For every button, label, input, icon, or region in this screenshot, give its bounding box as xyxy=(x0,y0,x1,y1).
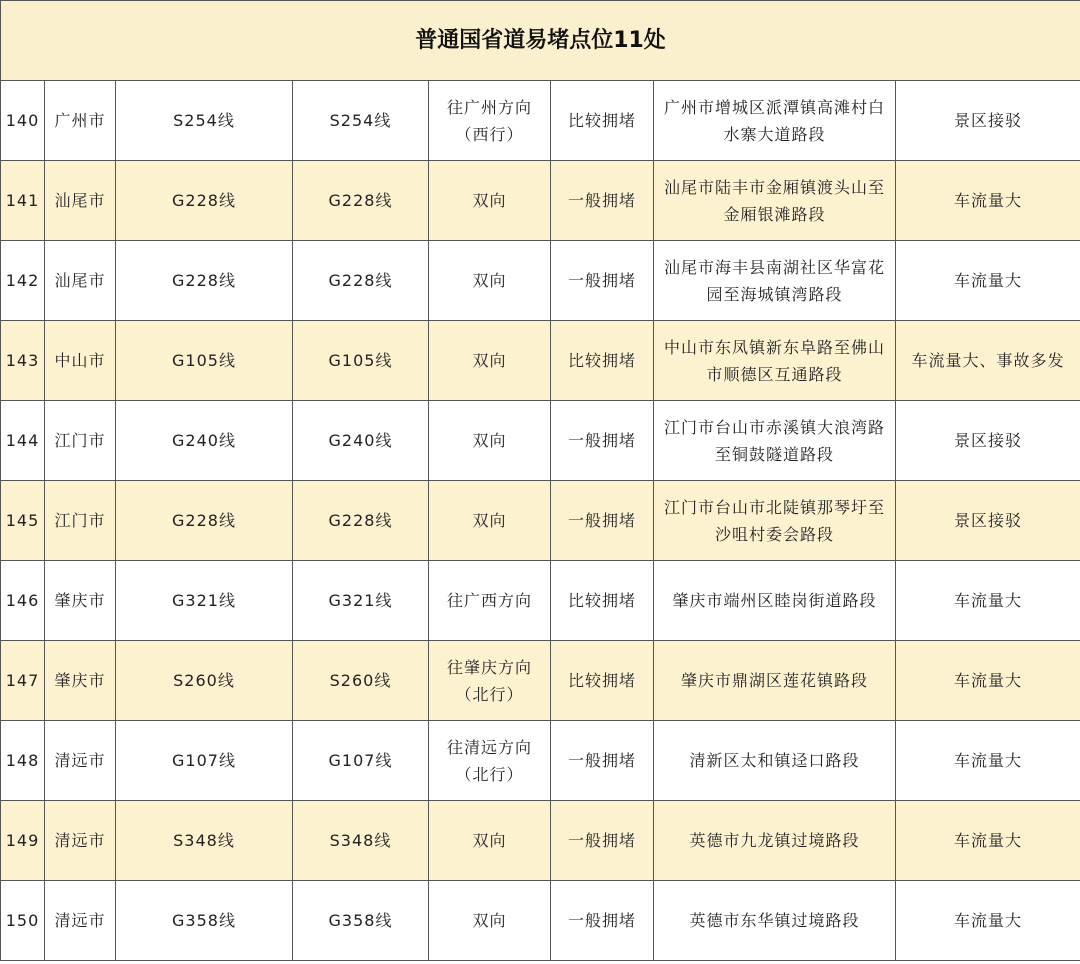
road-cell: G321线 xyxy=(293,561,429,641)
city-cell: 肇庆市 xyxy=(45,641,116,721)
city-cell: 汕尾市 xyxy=(45,241,116,321)
row-number: 146 xyxy=(1,561,45,641)
road-section-cell: 英德市东华镇过境路段 xyxy=(654,881,896,961)
reason-cell: 景区接驳 xyxy=(896,401,1080,481)
route-cell: G228线 xyxy=(116,161,293,241)
direction-cell: 往广西方向 xyxy=(429,561,551,641)
row-number: 149 xyxy=(1,801,45,881)
road-cell: G228线 xyxy=(293,241,429,321)
table-row xyxy=(1,561,1080,641)
road-section-cell: 肇庆市鼎湖区莲花镇路段 xyxy=(654,641,896,721)
reason-cell: 景区接驳 xyxy=(896,481,1080,561)
road-section-cell: 江门市台山市赤溪镇大浪湾路至铜鼓隧道路段 xyxy=(654,401,896,481)
table-row xyxy=(1,481,1080,561)
congestion-level-cell: 一般拥堵 xyxy=(551,481,654,561)
direction-cell: 往清远方向（北行） xyxy=(429,721,551,801)
route-cell: G228线 xyxy=(116,241,293,321)
city-cell: 汕尾市 xyxy=(45,161,116,241)
table-row xyxy=(1,321,1080,401)
congestion-level-cell: 比较拥堵 xyxy=(551,81,654,161)
reason-cell: 车流量大、事故多发 xyxy=(896,321,1080,401)
route-cell: G105线 xyxy=(116,321,293,401)
reason-cell: 车流量大 xyxy=(896,161,1080,241)
road-cell: G240线 xyxy=(293,401,429,481)
table-row xyxy=(1,161,1080,241)
road-cell: G228线 xyxy=(293,161,429,241)
city-cell: 清远市 xyxy=(45,881,116,961)
city-cell: 中山市 xyxy=(45,321,116,401)
route-cell: S348线 xyxy=(116,801,293,881)
row-number: 144 xyxy=(1,401,45,481)
road-cell: G105线 xyxy=(293,321,429,401)
route-cell: S260线 xyxy=(116,641,293,721)
reason-cell: 车流量大 xyxy=(896,881,1080,961)
table-title: 普通国省道易堵点位11处 xyxy=(1,1,1080,81)
congestion-level-cell: 比较拥堵 xyxy=(551,561,654,641)
road-section-cell: 汕尾市陆丰市金厢镇渡头山至金厢银滩路段 xyxy=(654,161,896,241)
road-section-cell: 英德市九龙镇过境路段 xyxy=(654,801,896,881)
congestion-level-cell: 一般拥堵 xyxy=(551,401,654,481)
road-section-cell: 汕尾市海丰县南湖社区华富花园至海城镇湾路段 xyxy=(654,241,896,321)
row-number: 141 xyxy=(1,161,45,241)
road-cell: S254线 xyxy=(293,81,429,161)
road-cell: G228线 xyxy=(293,481,429,561)
direction-cell: 往肇庆方向（北行） xyxy=(429,641,551,721)
road-section-cell: 江门市台山市北陡镇那琴圩至沙咀村委会路段 xyxy=(654,481,896,561)
table-row xyxy=(1,641,1080,721)
direction-cell: 双向 xyxy=(429,401,551,481)
city-cell: 清远市 xyxy=(45,801,116,881)
table-row xyxy=(1,881,1080,961)
table-row xyxy=(1,241,1080,321)
row-number: 145 xyxy=(1,481,45,561)
route-cell: G107线 xyxy=(116,721,293,801)
congestion-level-cell: 一般拥堵 xyxy=(551,881,654,961)
road-section-cell: 清新区太和镇迳口路段 xyxy=(654,721,896,801)
direction-cell: 双向 xyxy=(429,321,551,401)
table-row xyxy=(1,801,1080,881)
route-cell: S254线 xyxy=(116,81,293,161)
reason-cell: 车流量大 xyxy=(896,641,1080,721)
route-cell: G321线 xyxy=(116,561,293,641)
row-number: 142 xyxy=(1,241,45,321)
reason-cell: 车流量大 xyxy=(896,241,1080,321)
road-cell: S348线 xyxy=(293,801,429,881)
direction-cell: 双向 xyxy=(429,801,551,881)
row-number: 143 xyxy=(1,321,45,401)
city-cell: 肇庆市 xyxy=(45,561,116,641)
city-cell: 清远市 xyxy=(45,721,116,801)
route-cell: G358线 xyxy=(116,881,293,961)
reason-cell: 车流量大 xyxy=(896,801,1080,881)
table-row xyxy=(1,401,1080,481)
route-cell: G228线 xyxy=(116,481,293,561)
table-title-row xyxy=(1,1,1080,81)
congestion-level-cell: 一般拥堵 xyxy=(551,161,654,241)
row-number: 140 xyxy=(1,81,45,161)
road-section-cell: 中山市东凤镇新东阜路至佛山市顺德区互通路段 xyxy=(654,321,896,401)
city-cell: 广州市 xyxy=(45,81,116,161)
direction-cell: 双向 xyxy=(429,881,551,961)
road-cell: S260线 xyxy=(293,641,429,721)
row-number: 148 xyxy=(1,721,45,801)
congestion-level-cell: 比较拥堵 xyxy=(551,321,654,401)
route-cell: G240线 xyxy=(116,401,293,481)
road-section-cell: 广州市增城区派潭镇高滩村白水寨大道路段 xyxy=(654,81,896,161)
road-cell: G358线 xyxy=(293,881,429,961)
city-cell: 江门市 xyxy=(45,401,116,481)
row-number: 150 xyxy=(1,881,45,961)
road-cell: G107线 xyxy=(293,721,429,801)
direction-cell: 双向 xyxy=(429,241,551,321)
congestion-level-cell: 比较拥堵 xyxy=(551,641,654,721)
road-section-cell: 肇庆市端州区睦岗街道路段 xyxy=(654,561,896,641)
congestion-level-cell: 一般拥堵 xyxy=(551,241,654,321)
city-cell: 江门市 xyxy=(45,481,116,561)
congestion-level-cell: 一般拥堵 xyxy=(551,801,654,881)
reason-cell: 景区接驳 xyxy=(896,81,1080,161)
direction-cell: 往广州方向（西行） xyxy=(429,81,551,161)
reason-cell: 车流量大 xyxy=(896,561,1080,641)
direction-cell: 双向 xyxy=(429,161,551,241)
row-number: 147 xyxy=(1,641,45,721)
table-row xyxy=(1,81,1080,161)
reason-cell: 车流量大 xyxy=(896,721,1080,801)
congestion-level-cell: 一般拥堵 xyxy=(551,721,654,801)
direction-cell: 双向 xyxy=(429,481,551,561)
table-row xyxy=(1,721,1080,801)
